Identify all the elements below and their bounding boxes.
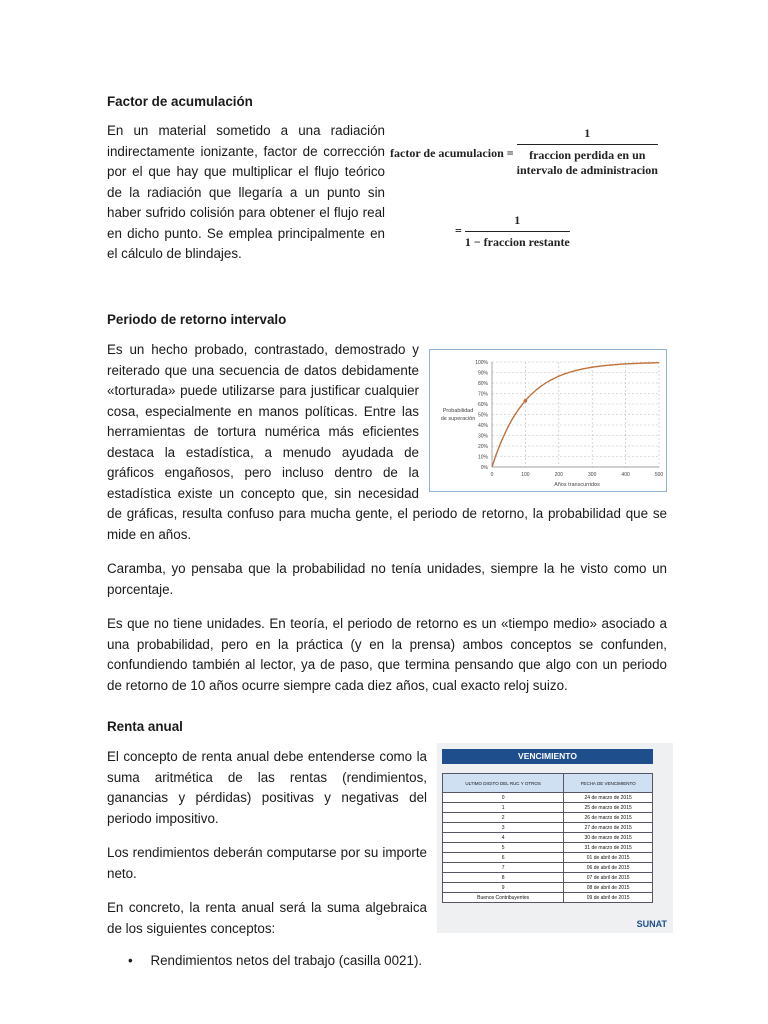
due-date-cell: 01 de abril de 2015 (564, 853, 653, 863)
table-row (443, 883, 653, 893)
formula-equals: = (455, 223, 462, 238)
heading-periodo: Periodo de retorno intervalo (107, 312, 287, 327)
due-date-cell: 25 de marzo de 2015 (564, 803, 653, 813)
sunat-logo: SUNAT (636, 919, 667, 929)
y-tick-label: 50% (477, 412, 488, 419)
y-tick-label: 0% (480, 465, 488, 471)
formula-denominator-a: fraccion perdida en un (529, 148, 646, 162)
x-axis-label: Años transcurridos (554, 482, 600, 488)
table-title: VENCIMIENTO (442, 749, 653, 764)
x-tick-label: 200 (554, 472, 563, 478)
paragraph-factor: En un material sometido a una radiación indirectamente ionizante, factor de corrección por el que hay que multiplicar el flujo teórico de la radiación que llegaría a un punto sin haber sufrido colisión para obtener el flujo real en dicho punto. Se emplea principalmente en el cálculo de blindajes. (107, 123, 385, 261)
bullet-icon: • (128, 953, 133, 968)
formula-equals: = (506, 145, 514, 160)
bullet-item (107, 951, 667, 971)
document-flow (107, 311, 667, 971)
digit-cell: 8 (443, 873, 564, 883)
table-row (443, 833, 653, 843)
paragraph-periodo-3: Es que no tiene unidades. En teoría, el periodo de retorno es un «tiempo medio» asociado a una probabilidad, pero en la práctica (y en la prensa) ambos conceptos se confunden, confundiendo también al lector, ya de paso, que termina pensando que algo con un periodo de retorno de 10 años ocurre siempre cada diez años, cual exacto reloj suizo. (107, 616, 667, 693)
probability-chart (429, 349, 667, 492)
y-tick-label: 70% (477, 391, 488, 398)
heading-renta: Renta anual (107, 719, 183, 734)
table-header: ULTIMO DIGITO DEL RUC Y OTROS (443, 774, 564, 793)
y-tick-label: 30% (477, 433, 488, 440)
formula-2 (455, 213, 570, 250)
periodo-block (107, 340, 667, 545)
paragraph-renta-3: En concreto, la renta anual será la suma algebraica de los siguientes conceptos: (107, 900, 427, 936)
table-row (443, 823, 653, 833)
y-tick-label: 90% (477, 370, 488, 377)
due-date-cell: 07 de abril de 2015 (564, 873, 653, 883)
heading-factor: Factor de acumulación (107, 94, 253, 109)
chart-svg (430, 350, 665, 490)
due-date-cell: 08 de abril de 2015 (564, 883, 653, 893)
digit-cell: Buenos Contribuyentes (443, 893, 564, 903)
x-tick-label: 500 (654, 472, 664, 478)
digit-cell: 6 (443, 853, 564, 863)
digit-cell: 2 (443, 813, 564, 823)
x-tick-label: 400 (621, 472, 630, 478)
digit-cell: 5 (443, 843, 564, 853)
due-date-cell: 24 de marzo de 2015 (564, 793, 653, 803)
formula-denominator-b: intervalo de administracion (516, 163, 658, 177)
due-date-cell: 31 de marzo de 2015 (564, 843, 653, 853)
vencimiento-table (442, 773, 653, 903)
y-tick-label: 10% (477, 454, 488, 461)
digit-cell: 7 (443, 863, 564, 873)
series-line (492, 363, 659, 467)
bullet-text: Rendimientos netos del trabajo (casilla 0021). (150, 953, 423, 968)
digit-cell: 3 (443, 823, 564, 833)
table-row (443, 853, 653, 863)
y-tick-label: 80% (477, 381, 488, 387)
x-tick-label: 0 (490, 472, 494, 478)
table-row (443, 803, 653, 813)
formula-1 (390, 126, 658, 178)
y-tick-label: 100% (475, 360, 488, 366)
paragraph-periodo-1-main: Es un hecho probado, contrastado, demostrado y reiterado que una secuencia de datos debidamente «torturada» puede utilizarse para justificar cualquier cosa, especialmente en manos políticas. Entre las herramientas de tortura numérica más eficientes destaca la estadística, a menudo ayudada de gráficos engañosos, pero incluso dentro de la estadística existe un concepto que, sin necesidad de gráficas, resulta (107, 342, 419, 521)
paragraph-periodo-1-end: confuso para mucha gente, el periodo de retorno, la probabilidad que se mide en años. (107, 506, 667, 542)
due-date-cell: 26 de marzo de 2015 (564, 813, 653, 823)
y-axis-label: de superación (440, 416, 476, 422)
digit-cell: 1 (443, 803, 564, 813)
data-point-marker (524, 399, 528, 403)
paragraph-periodo-2: Caramba, yo pensaba que la probabilidad no tenía unidades, siempre la he visto como un porcentaje. (107, 561, 667, 597)
vencimiento-table-image (437, 743, 673, 933)
due-date-cell: 30 de marzo de 2015 (564, 833, 653, 843)
due-date-cell: 06 de abril de 2015 (564, 863, 653, 873)
y-tick-label: 40% (477, 423, 488, 429)
digit-cell: 4 (443, 833, 564, 843)
paragraph-renta-1: El concepto de renta anual debe entenderse como la suma aritmética de las rentas (rendimientos, ganancias y pérdidas) positivas y negativas del periodo impositivo. (107, 749, 427, 826)
formula-denominator: 1 − fraccion restante (464, 235, 570, 249)
table-row (443, 793, 653, 803)
digit-cell: 9 (443, 883, 564, 893)
table-row (443, 873, 653, 883)
table-row (443, 893, 653, 903)
due-date-cell: 09 de abril de 2015 (564, 893, 653, 903)
table-row (443, 863, 653, 873)
table-header: FECHA DE VENCIMIENTO (564, 774, 653, 793)
table-row (443, 813, 653, 823)
paragraph-renta-2: Los rendimientos deberán computarse por su importe neto. (107, 845, 427, 881)
y-tick-label: 20% (477, 444, 488, 450)
formula-numerator: 1 (517, 126, 658, 145)
y-axis-label: Probabilidad (442, 408, 474, 414)
formula-lhs: factor de acumulacion (390, 145, 504, 160)
x-tick-label: 300 (588, 472, 597, 478)
table-row (443, 843, 653, 853)
due-date-cell: 27 de marzo de 2015 (564, 823, 653, 833)
formula-numerator: 1 (465, 213, 570, 232)
x-tick-label: 100 (521, 472, 530, 478)
digit-cell: 0 (443, 793, 564, 803)
y-tick-label: 60% (477, 402, 488, 408)
